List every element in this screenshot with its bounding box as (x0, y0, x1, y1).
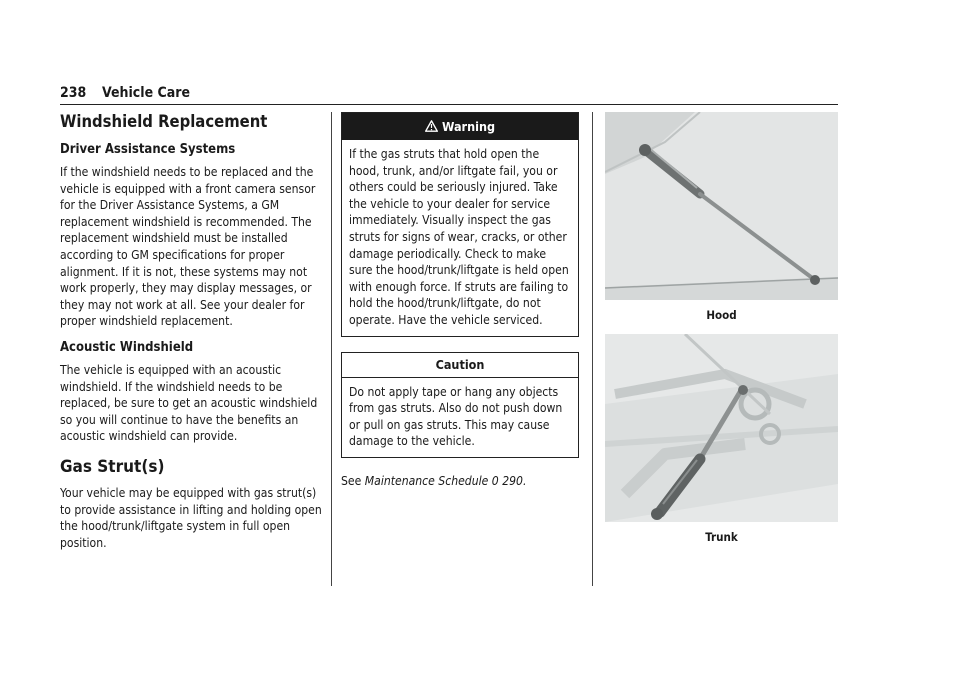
warning-triangle-icon (425, 114, 438, 141)
see-prefix: See (341, 473, 362, 488)
trunk-caption: Trunk (705, 530, 738, 544)
caution-text: Do not apply tape or hang any objects from gas struts. Also do not push down or pull on gas struts. This may cause damage to the vehicle. (349, 384, 563, 449)
windshield-replacement-title: Windshield Replacement (60, 112, 268, 131)
hood-strut-illustration (605, 112, 838, 300)
acoustic-heading: Acoustic Windshield (60, 339, 194, 355)
hood-caption: Hood (706, 308, 737, 322)
right-column (605, 112, 838, 556)
page-header (60, 84, 838, 105)
hood-strut-figure (605, 112, 838, 300)
driver-assist-paragraph: If the windshield needs to be replaced and the vehicle is equipped with a front camera sensor for the Driver Assistance Systems, a GM replacement windshield is recommended. The replacement windshield must be installed according to GM specifications for proper alignment. If it is not, these systems may not work properly, they may display messages, or they may not work at all. See your dealer for proper windshield replacement. (60, 165, 316, 329)
caution-title: Caution (435, 356, 485, 372)
warning-header (342, 113, 578, 140)
caution-header (342, 353, 578, 378)
page-arrow-icon: 0 (491, 473, 499, 488)
column-divider (592, 112, 593, 586)
caution-box (341, 352, 579, 458)
trunk-strut-illustration (605, 334, 838, 522)
page-number: 238 (60, 85, 87, 101)
section-title: Vehicle Care (102, 85, 191, 101)
warning-text: If the gas struts that hold open the hood, trunk, and/or liftgate fail, you or others could be seriously injured. Take the vehicle to your dealer for service immediately. Visually inspect the gas struts for signs of wear, cracks, or other damage periodically. Check to make sure the hood/trunk/liftgate is held open with enough force. If struts are failing to hold the hood/trunk/liftgate, do not operate. Have the vehicle serviced. (349, 147, 569, 327)
warning-box (341, 112, 579, 337)
column-divider (331, 112, 332, 586)
driver-assist-heading: Driver Assistance Systems (60, 142, 236, 157)
warning-title: Warning (441, 119, 495, 134)
left-column (60, 108, 322, 557)
acoustic-paragraph: The vehicle is equipped with an acoustic windshield. If the windshield needs to be replaced, be sure to get an acoustic windshield so you will continue to have the benefits an acoustic windshield can provide. (60, 362, 318, 444)
see-page-number: 290. (502, 473, 527, 488)
gas-strut-heading: Gas Strut(s) (60, 456, 165, 477)
gas-strut-paragraph: Your vehicle may be equipped with gas strut(s) to provide assistance in lifting and holding open the hood/trunk/liftgate system in full open position. (60, 485, 322, 550)
middle-column (341, 112, 579, 496)
trunk-strut-figure (605, 334, 838, 522)
maintenance-schedule-link[interactable]: Maintenance Schedule (364, 473, 489, 488)
see-reference (341, 473, 579, 490)
